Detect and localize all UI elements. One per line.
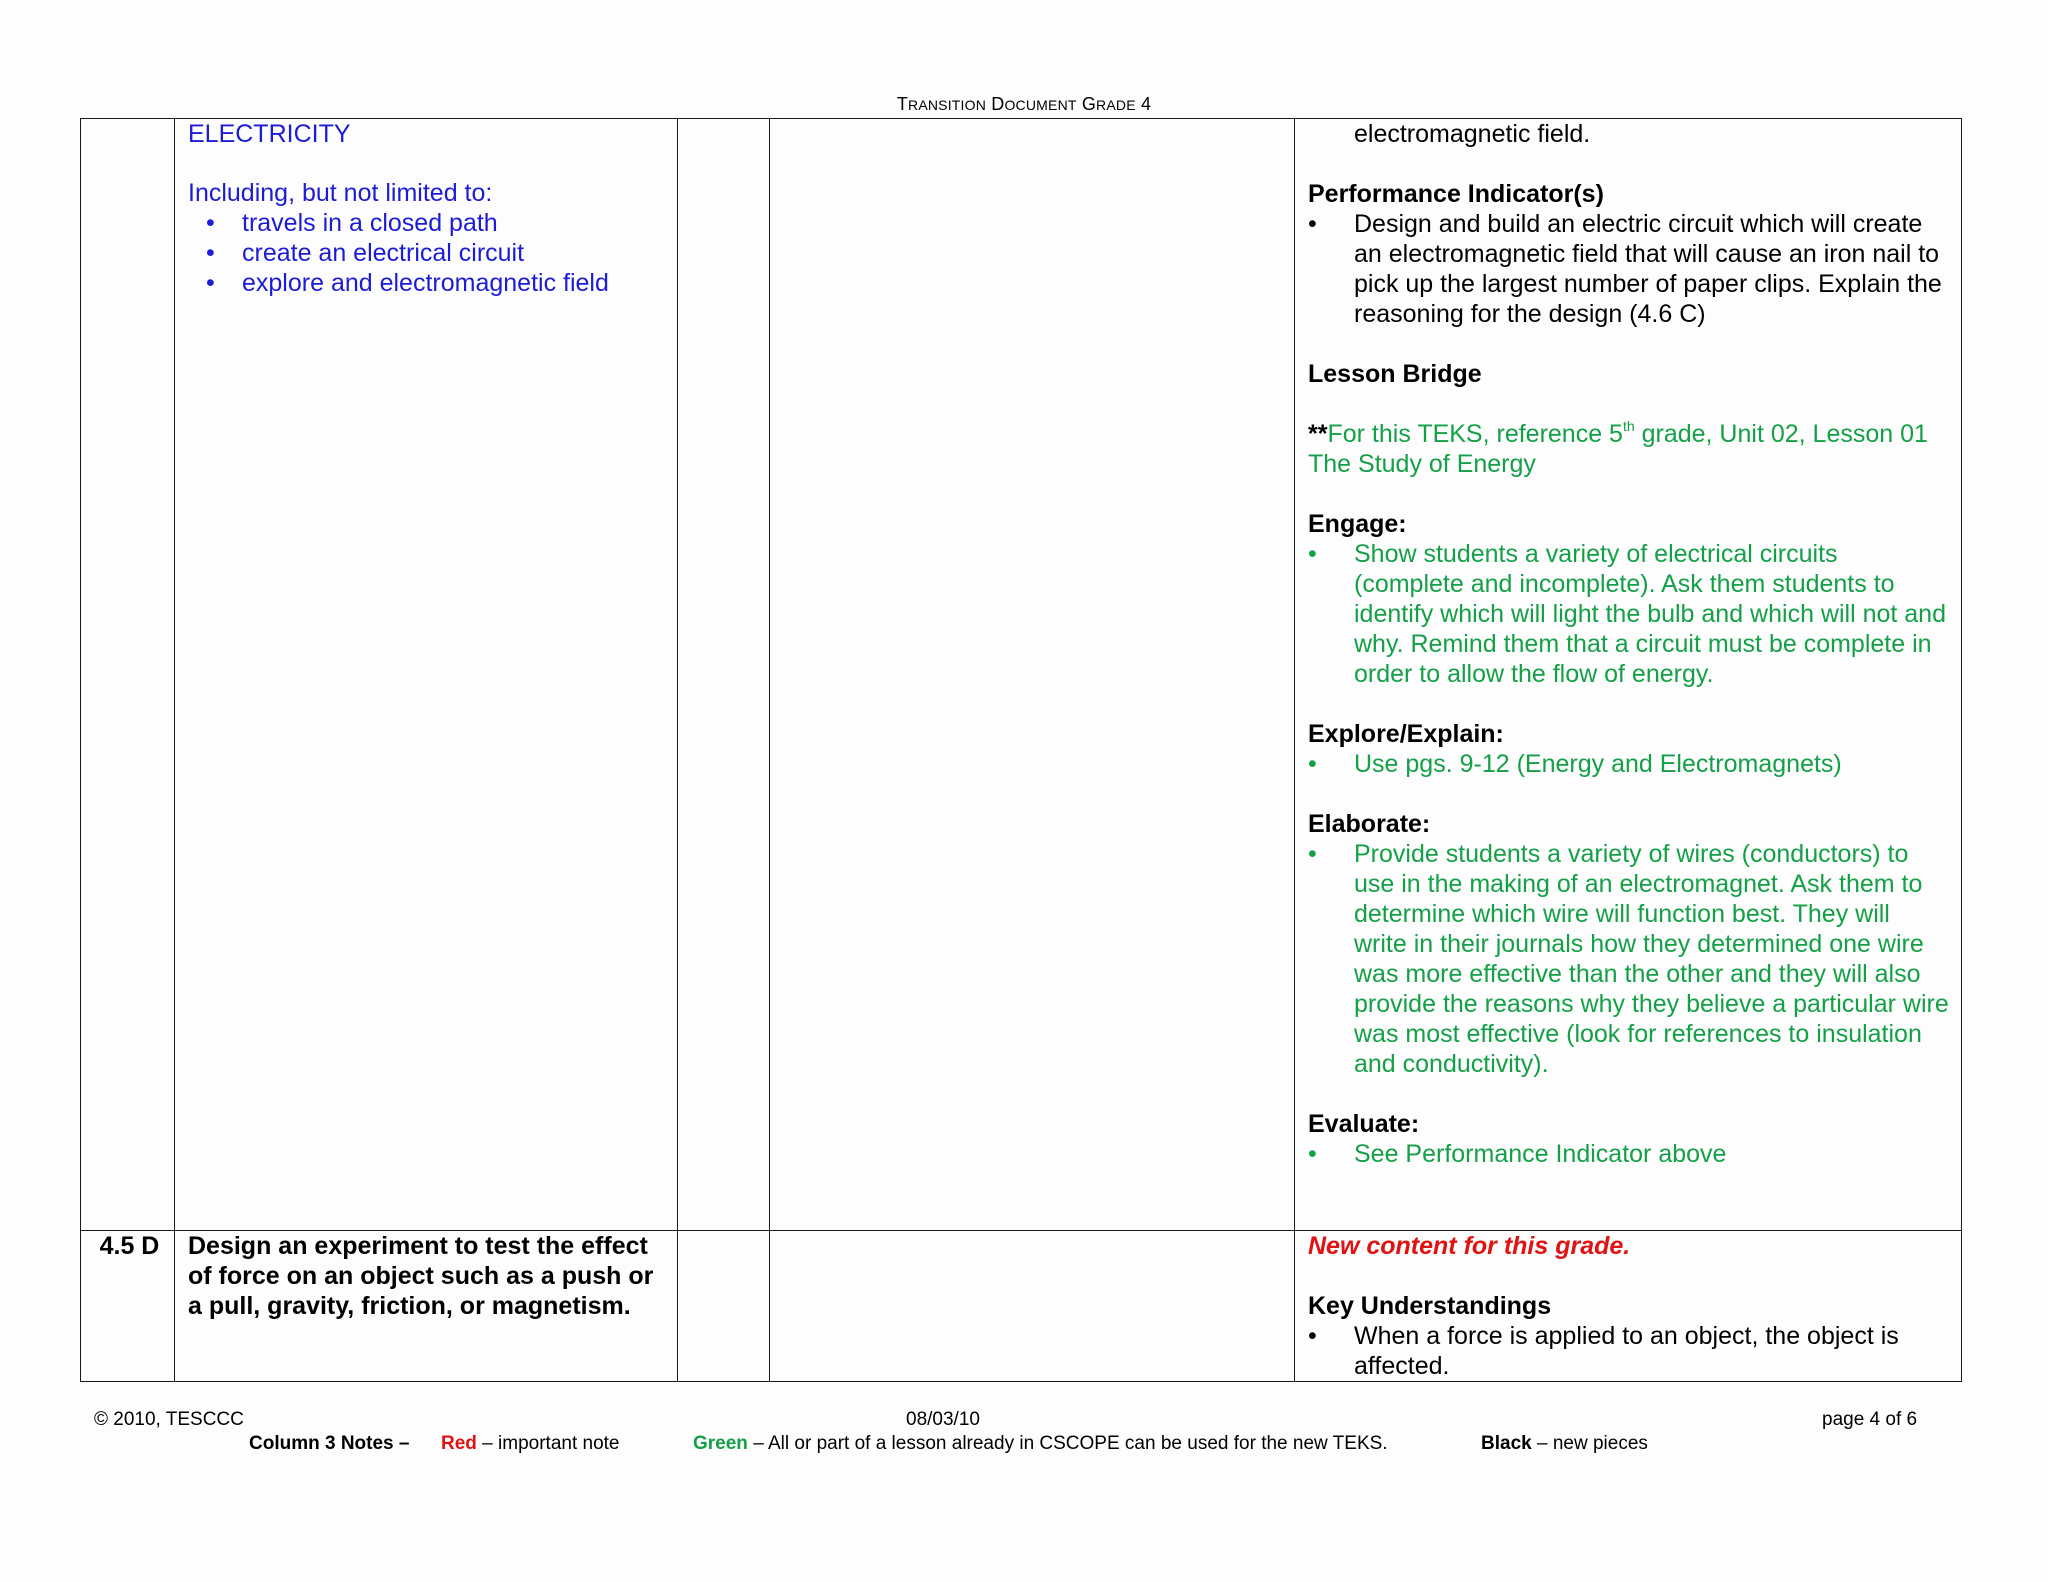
- elaborate-heading: Elaborate:: [1308, 810, 1431, 838]
- continued-text: electromagnetic field.: [1354, 120, 1591, 148]
- copyright: © 2010, TESCCC: [94, 1409, 244, 1430]
- empty-cell: [678, 1231, 770, 1382]
- table-row: [81, 1231, 1962, 1382]
- evaluate-bullet: • See Performance Indicator above: [1308, 1139, 1949, 1169]
- engage-bullet: • Show students a variety of electrical circuits (complete and incomplete). Ask them students to identify which will light the bulb and which will not and why. Remind them that a circuit must be complete in order to allow the flow of energy.: [1308, 539, 1949, 689]
- document-header: TRANSITION DOCUMENT GRADE 4: [896, 94, 1152, 114]
- notes-legend-label: Column 3 Notes –: [249, 1433, 410, 1454]
- engage-heading: Engage:: [1308, 510, 1407, 538]
- empty-cell: [770, 119, 1295, 1231]
- performance-bullet: • Design and build an electric circuit which will create an electromagnetic field that will cause an iron nail to pick up the largest number of paper clips. Explain the reasoning for the design (4.6 C): [1308, 209, 1949, 329]
- transition-table: [80, 118, 1962, 1382]
- lesson-bridge-heading: Lesson Bridge: [1308, 360, 1482, 388]
- standard-cell: [175, 119, 678, 1231]
- topic-intro: Including, but not limited to:: [188, 179, 493, 207]
- code-cell: [81, 119, 175, 1231]
- notes-cell: [1295, 1231, 1962, 1382]
- evaluate-heading: Evaluate:: [1308, 1110, 1420, 1138]
- key-understandings-heading: Key Understandings: [1308, 1292, 1552, 1320]
- lesson-bridge-text: **For this TEKS, reference 5th grade, Unit 02, Lesson 01 The Study of Energy: [1308, 417, 1928, 478]
- notes-cell: [1295, 119, 1962, 1231]
- legend-black: Black – new pieces: [1481, 1433, 1648, 1454]
- elaborate-bullet: • Provide students a variety of wires (conductors) to use in the making of an electromagnet. Ask them to determine which wire will function best. They will write in their journals how they determined one wire was more effective than the other and they will also provide the reasons why they believe a particular wire was most effective (look for references to insulation and conductivity).: [1308, 839, 1949, 1079]
- explore-heading: Explore/Explain:: [1308, 720, 1504, 748]
- legend-green: Green – All or part of a lesson already in CSCOPE can be used for the new TEKS.: [693, 1433, 1388, 1454]
- topic-list: [188, 208, 665, 298]
- table-row: [81, 119, 1962, 1231]
- standard-cell: Design an experiment to test the effect of force on an object such as a push or a pull, gravity, friction, or magnetism.: [175, 1231, 678, 1382]
- code-cell: 4.5 D: [81, 1231, 175, 1382]
- performance-heading: Performance Indicator(s): [1308, 180, 1604, 208]
- list-item: • travels in a closed path: [188, 208, 665, 238]
- page-number: page 4 of 6: [1822, 1409, 1918, 1430]
- footer-date: 08/03/10: [906, 1409, 980, 1430]
- legend-red: Red – important note: [441, 1433, 620, 1454]
- topic-heading: ELECTRICITY: [188, 120, 351, 148]
- empty-cell: [770, 1231, 1295, 1382]
- list-item: • explore and electromagnetic field: [188, 268, 665, 298]
- new-content-note: New content for this grade.: [1308, 1232, 1631, 1260]
- empty-cell: [678, 119, 770, 1231]
- explore-bullet: • Use pgs. 9-12 (Energy and Electromagnets): [1308, 749, 1949, 779]
- list-item: • create an electrical circuit: [188, 238, 665, 268]
- key-understanding-bullet: • When a force is applied to an object, the object is affected.: [1308, 1321, 1949, 1381]
